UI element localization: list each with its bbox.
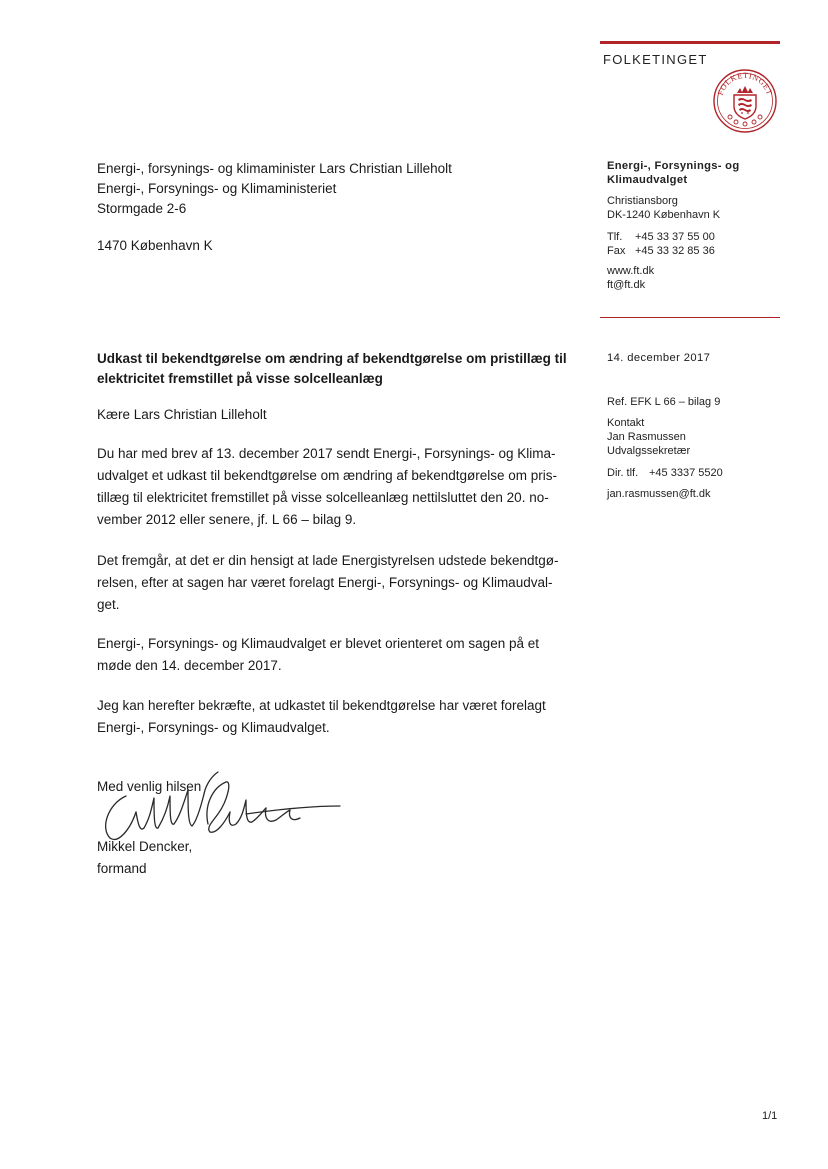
- phone-label: Tlf.: [607, 231, 623, 243]
- committee-name-line: Energi-, Forsynings- og: [607, 160, 740, 172]
- fax-label: Fax: [607, 245, 626, 257]
- letter-subject: [97, 349, 587, 389]
- body-paragraph-2: [97, 550, 577, 616]
- committee-name: [607, 159, 739, 187]
- handwritten-signature: [96, 766, 341, 844]
- paragraph-line: møde den 14. december 2017.: [97, 658, 282, 673]
- paragraph-line: Jeg kan herefter bekræfte, at udkastet til bekendtgørelse har været forelagt: [97, 698, 546, 713]
- signer-name: Mikkel Dencker,: [97, 839, 193, 854]
- header-rule: [600, 41, 780, 44]
- body-paragraph-3: [97, 633, 577, 677]
- paragraph-line: udvalget et udkast til bekendtgørelse om ændring af bekendtgørelse om pris-: [97, 468, 557, 483]
- salutation: Kære Lars Christian Lilleholt: [97, 407, 267, 422]
- contact-name: Jan Rasmussen: [607, 431, 686, 443]
- contact-email-link[interactable]: jan.rasmussen@ft.dk: [607, 488, 711, 500]
- signer-block: [97, 836, 192, 880]
- committee-name-line: Klimaudvalget: [607, 174, 688, 186]
- recipient-line: Energi-, forsynings- og klimaminister Lars Christian Lilleholt: [97, 161, 452, 176]
- letter-date: 14. december 2017: [607, 352, 711, 364]
- paragraph-line: get.: [97, 597, 120, 612]
- paragraph-line: Energi-, Forsynings- og Klimaudvalget er blevet orienteret om sagen på et: [97, 636, 539, 651]
- closing: Med venlig hilsen: [97, 779, 202, 794]
- paragraph-line: Du har med brev af 13. december 2017 sendt Energi-, Forsynings- og Klima-: [97, 446, 556, 461]
- direct-phone: [607, 466, 723, 480]
- recipient-line: Energi-, Forsynings- og Klimaministeriet: [97, 181, 337, 196]
- fax-number: +45 33 32 85 36: [635, 245, 715, 257]
- recipient-city: 1470 København K: [97, 238, 213, 253]
- paragraph-line: relsen, efter at sagen har været forelagt Energi-, Forsynings- og Klimaudval-: [97, 575, 553, 590]
- subject-line: elektricitet fremstillet på visse solcelleanlæg: [97, 371, 383, 386]
- sender-web-block: [607, 264, 654, 292]
- lions-icon: [738, 98, 752, 114]
- sender-address-line: Christiansborg: [607, 195, 678, 207]
- direct-phone-number: +45 3337 5520: [649, 467, 723, 479]
- page-number: 1/1: [762, 1110, 778, 1122]
- crown-icon: [737, 86, 753, 93]
- subject-line: Udkast til bekendtgørelse om ændring af bekendtgørelse om pristillæg til: [97, 351, 567, 366]
- body-paragraph-1: [97, 443, 577, 531]
- phone-number: +45 33 37 55 00: [635, 231, 715, 243]
- sidebar-divider: [600, 317, 780, 318]
- contact-label: Kontakt: [607, 417, 645, 429]
- sender-address: [607, 194, 720, 222]
- contact-block: [607, 416, 690, 458]
- recipient-line: Stormgade 2-6: [97, 201, 187, 216]
- recipient-address: [97, 159, 452, 219]
- paragraph-line: vember 2012 eller senere, jf. L 66 – bilag 9.: [97, 512, 357, 527]
- direct-phone-label: Dir. tlf.: [607, 467, 639, 479]
- contact-title: Udvalgssekretær: [607, 445, 691, 457]
- paragraph-line: Energi-, Forsynings- og Klimaudvalget.: [97, 720, 330, 735]
- body-paragraph-4: [97, 695, 577, 739]
- signer-title: formand: [97, 861, 147, 876]
- svg-text:FOLKETINGET: FOLKETINGET: [715, 70, 775, 97]
- reference-number: Ref. EFK L 66 – bilag 9: [607, 396, 721, 408]
- folketinget-seal-logo: [712, 68, 778, 134]
- sender-email-link[interactable]: ft@ft.dk: [607, 279, 646, 291]
- sender-phone-block: [607, 230, 715, 258]
- website-link[interactable]: www.ft.dk: [607, 265, 655, 277]
- shield-icon: [734, 95, 756, 119]
- paragraph-line: tillæg til elektricitet fremstillet på visse solcelleanlæg nettilsluttet den 20. no-: [97, 490, 549, 505]
- sender-address-line: DK-1240 København K: [607, 209, 721, 221]
- organization-name: FOLKETINGET: [603, 52, 708, 67]
- paragraph-line: Det fremgår, at det er din hensigt at lade Energistyrelsen udstede bekendtgø-: [97, 553, 559, 568]
